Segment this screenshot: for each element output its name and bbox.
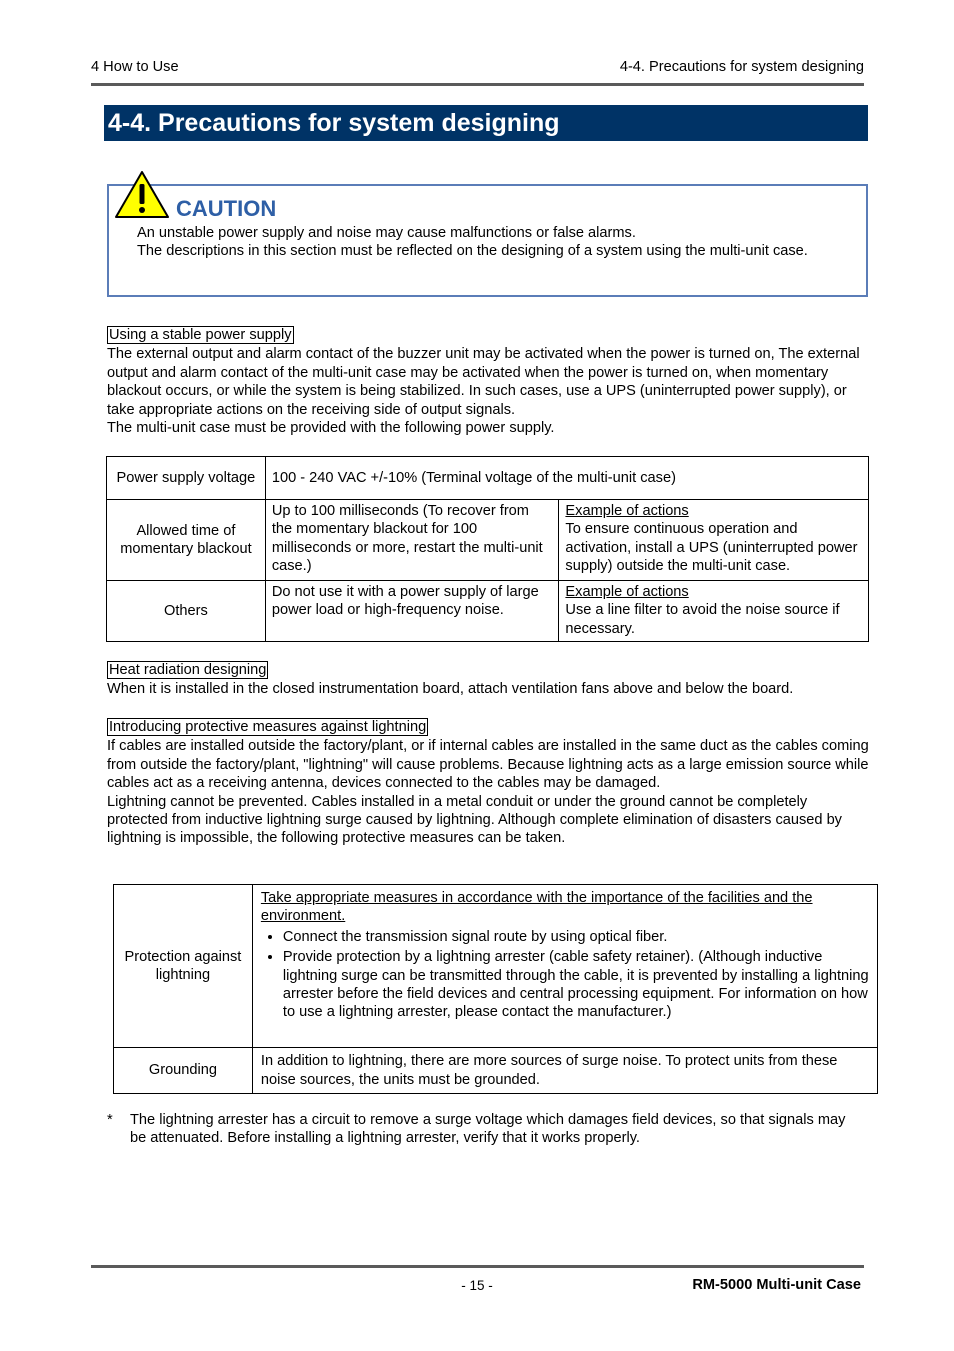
stable-power-body: The external output and alarm contact of the buzzer unit may be activated when the power is turned on, The external output and alarm contact of the multi-unit case may be activated when the power is turned on, when momentary blackout occurs, or while the system is being stabilized. In such cases, use a UPS (uninterrupted power supply), or take appropriate actions on the receiving side of output signals. bbox=[107, 346, 860, 418]
page-number: - 15 - bbox=[461, 1278, 493, 1293]
caution-line-2: The descriptions in this section must be reflected on the designing of a system using the multi-unit case. bbox=[137, 243, 808, 260]
stable-power-section bbox=[107, 326, 869, 437]
caution-text bbox=[137, 224, 847, 261]
table-row bbox=[107, 581, 869, 642]
header-divider bbox=[91, 83, 864, 86]
blackout-label: Allowed time of momentary blackout bbox=[107, 500, 266, 581]
protection-cell bbox=[252, 885, 877, 1048]
product-name: RM-5000 Multi-unit Case bbox=[692, 1277, 861, 1293]
lightning-section bbox=[107, 718, 869, 848]
blackout-action-cell bbox=[559, 500, 869, 581]
heat-section bbox=[107, 661, 869, 699]
lightning-table bbox=[113, 884, 878, 1094]
caution-label: CAUTION bbox=[176, 196, 277, 221]
heat-heading: Heat radiation designing bbox=[109, 662, 267, 678]
header-chapter: 4 How to Use bbox=[91, 59, 179, 75]
lightning-body-1: If cables are installed outside the factory/plant, or if internal cables are installed in the same duct as the cables coming from outside the factory/plant, "lightning" will cause problems. Because lightning acts as a large emission source while cables act as a receiving antenna, devices connected to the cables may be damaged. bbox=[107, 738, 869, 792]
header-section: 4-4. Precautions for system designing bbox=[619, 59, 864, 75]
footnote-text: The lightning arrester has a circuit to remove a surge voltage which damages field devices, so that signals may be attenuated. Before installing a lightning arrester, verify that it works properly. bbox=[130, 1112, 846, 1147]
grounding-label: Grounding bbox=[114, 1048, 253, 1094]
protection-label: Protection against lightning bbox=[114, 885, 253, 1048]
lightning-body-2: Lightning cannot be prevented. Cables installed in a metal conduit or under the ground cannot be completely protected from inductive lightning surge caused by lightning. Although complete elimination of disasters caused by lightning is impossible, the following protective measures can be taken. bbox=[107, 793, 842, 847]
protection-list bbox=[261, 928, 869, 1022]
others-action-cell bbox=[559, 581, 869, 642]
caution-line-1: An unstable power supply and noise may cause malfunctions or false alarms. bbox=[137, 225, 636, 241]
heat-body: When it is installed in the closed instrumentation board, attach ventilation fans above and below the board. bbox=[107, 681, 794, 698]
blackout-value: Up to 100 milliseconds (To recover from the momentary blackout for 100 milliseconds or more, restart the multi-unit case.) bbox=[265, 500, 559, 581]
list-item: • Provide protection by a lightning arrester (cable safety retainer). (Although inductive lightning surge can be transmitted through the cable, it is prevented by installing a lightning arrester before the field devices and central processing equipment. For information on how to use a lightning arrester, please contact the manufacturer.) bbox=[283, 948, 869, 1022]
others-label: Others bbox=[107, 581, 266, 642]
blackout-action-text: To ensure continuous operation and activation, install a UPS (uninterrupted power supply) outside the multi-unit case. bbox=[565, 521, 858, 575]
list-item: • Connect the transmission signal route by using optical fiber. bbox=[283, 928, 869, 946]
others-action-heading: Example of actions bbox=[565, 584, 689, 600]
lightning-heading: Introducing protective measures against lightning bbox=[109, 719, 427, 735]
blackout-action-heading: Example of actions bbox=[565, 503, 689, 519]
others-action-text: Use a line filter to avoid the noise source if necessary. bbox=[565, 602, 840, 637]
stable-power-body-2: The multi-unit case must be provided with the following power supply. bbox=[107, 420, 555, 437]
page-title: 4-4. Precautions for system designing bbox=[104, 105, 868, 141]
footnote-mark: * bbox=[107, 1112, 113, 1128]
stable-power-heading: Using a stable power supply bbox=[109, 327, 292, 343]
grounding-value: In addition to lightning, there are more sources of surge noise. To protect units from these noise sources, the units must be grounded. bbox=[252, 1048, 877, 1094]
power-supply-table bbox=[106, 456, 869, 642]
footer-divider bbox=[91, 1265, 864, 1268]
warning-icon bbox=[114, 170, 170, 220]
table-row bbox=[107, 457, 869, 500]
power-voltage-value: 100 - 240 VAC +/-10% (Terminal voltage of the multi-unit case) bbox=[265, 457, 868, 500]
protection-heading: Take appropriate measures in accordance with the importance of the facilities and the environment. bbox=[260, 890, 813, 925]
table-row bbox=[114, 885, 878, 1048]
table-row bbox=[107, 500, 869, 581]
others-value: Do not use it with a power supply of large power load or high-frequency noise. bbox=[265, 581, 559, 642]
table-row bbox=[114, 1048, 878, 1094]
power-voltage-label: Power supply voltage bbox=[107, 457, 266, 500]
